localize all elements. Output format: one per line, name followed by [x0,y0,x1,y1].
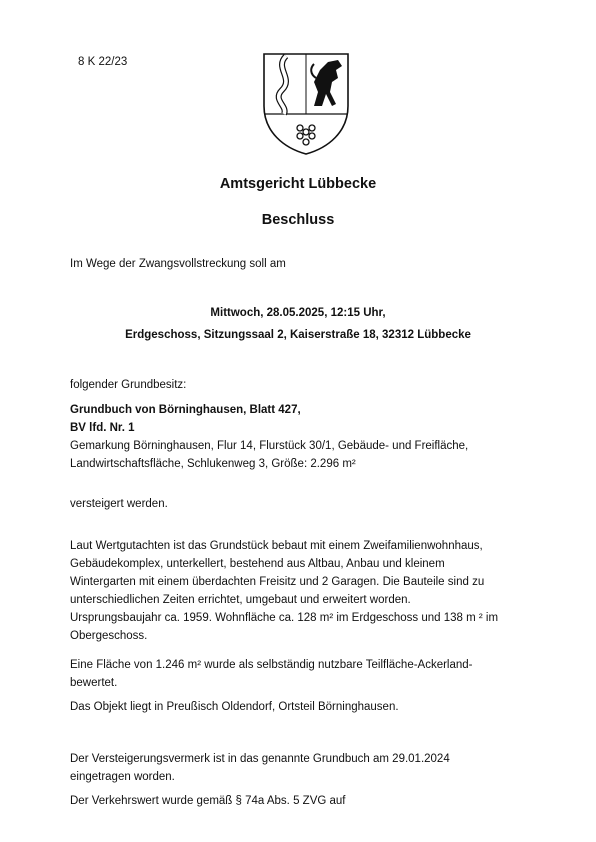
area-line2: bewertet. [70,677,118,689]
appointment-date: Mittwoch, 28.05.2025, 12:15 Uhr, [210,307,386,319]
appraisal-line2: Gebäudekomplex, unterkellert, bestehend aus Altbau, Anbau und kleinem [70,558,445,570]
appraisal-line6: Obergeschoss. [70,630,148,642]
property-lead: folgender Grundbesitz: [70,379,187,391]
area-paragraph [70,656,530,692]
property-desc-line1: Gemarkung Börninghausen, Flur 14, Flurstück 30/1, Gebäude- und Freifläche, [70,440,469,452]
property-bv: BV lfd. Nr. 1 [70,422,135,434]
location-note: Das Objekt liegt in Preußisch Oldendorf, Ortsteil Börninghausen. [70,701,399,713]
auction-text: versteigert werden. [70,498,168,510]
intro-text: Im Wege der Zwangsvollstreckung soll am [70,258,286,270]
court-name: Amtsgericht Lübbecke [219,176,377,192]
appointment-location: Erdgeschoss, Sitzungssaal 2, Kaiserstraße 18, 32312 Lübbecke [125,329,471,341]
property-registry: Grundbuch von Börninghausen, Blatt 427, [70,404,301,416]
value-note: Der Verkehrswert wurde gemäß § 74a Abs. 5 ZVG auf [70,795,346,807]
registration-line2: eingetragen worden. [70,771,175,783]
case-number: 8 K 22/23 [78,56,128,68]
appraisal-line5: Ursprungsbaujahr ca. 1959. Wohnfläche ca. 128 m² im Erdgeschoss und 138 m ² im [70,612,499,624]
property-description [70,437,530,473]
appraisal-line4: unterschiedlichen Zeiten errichtet, umgebaut und erweitert worden. [70,594,411,606]
document-title: Beschluss [261,212,335,228]
appraisal-line3: Wintergarten mit einem überdachten Freisitz und 2 Garagen. Die Bauteile sind zu [70,576,485,588]
area-line1: Eine Fläche von 1.246 m² wurde als selbständig nutzbare Teilfläche-Ackerland- [70,659,473,671]
appraisal-line1: Laut Wertgutachten ist das Grundstück bebaut mit einem Zweifamilienwohnhaus, [70,540,483,552]
registration-line1: Der Versteigerungsvermerk ist in das genannte Grundbuch am 29.01.2024 [70,753,450,765]
property-desc-line2: Landwirtschaftsfläche, Schlukenweg 3, Größe: 2.296 m² [70,458,356,470]
appraisal-paragraph [70,537,530,645]
coat-of-arms-icon [258,48,354,156]
registration-paragraph [70,750,530,786]
